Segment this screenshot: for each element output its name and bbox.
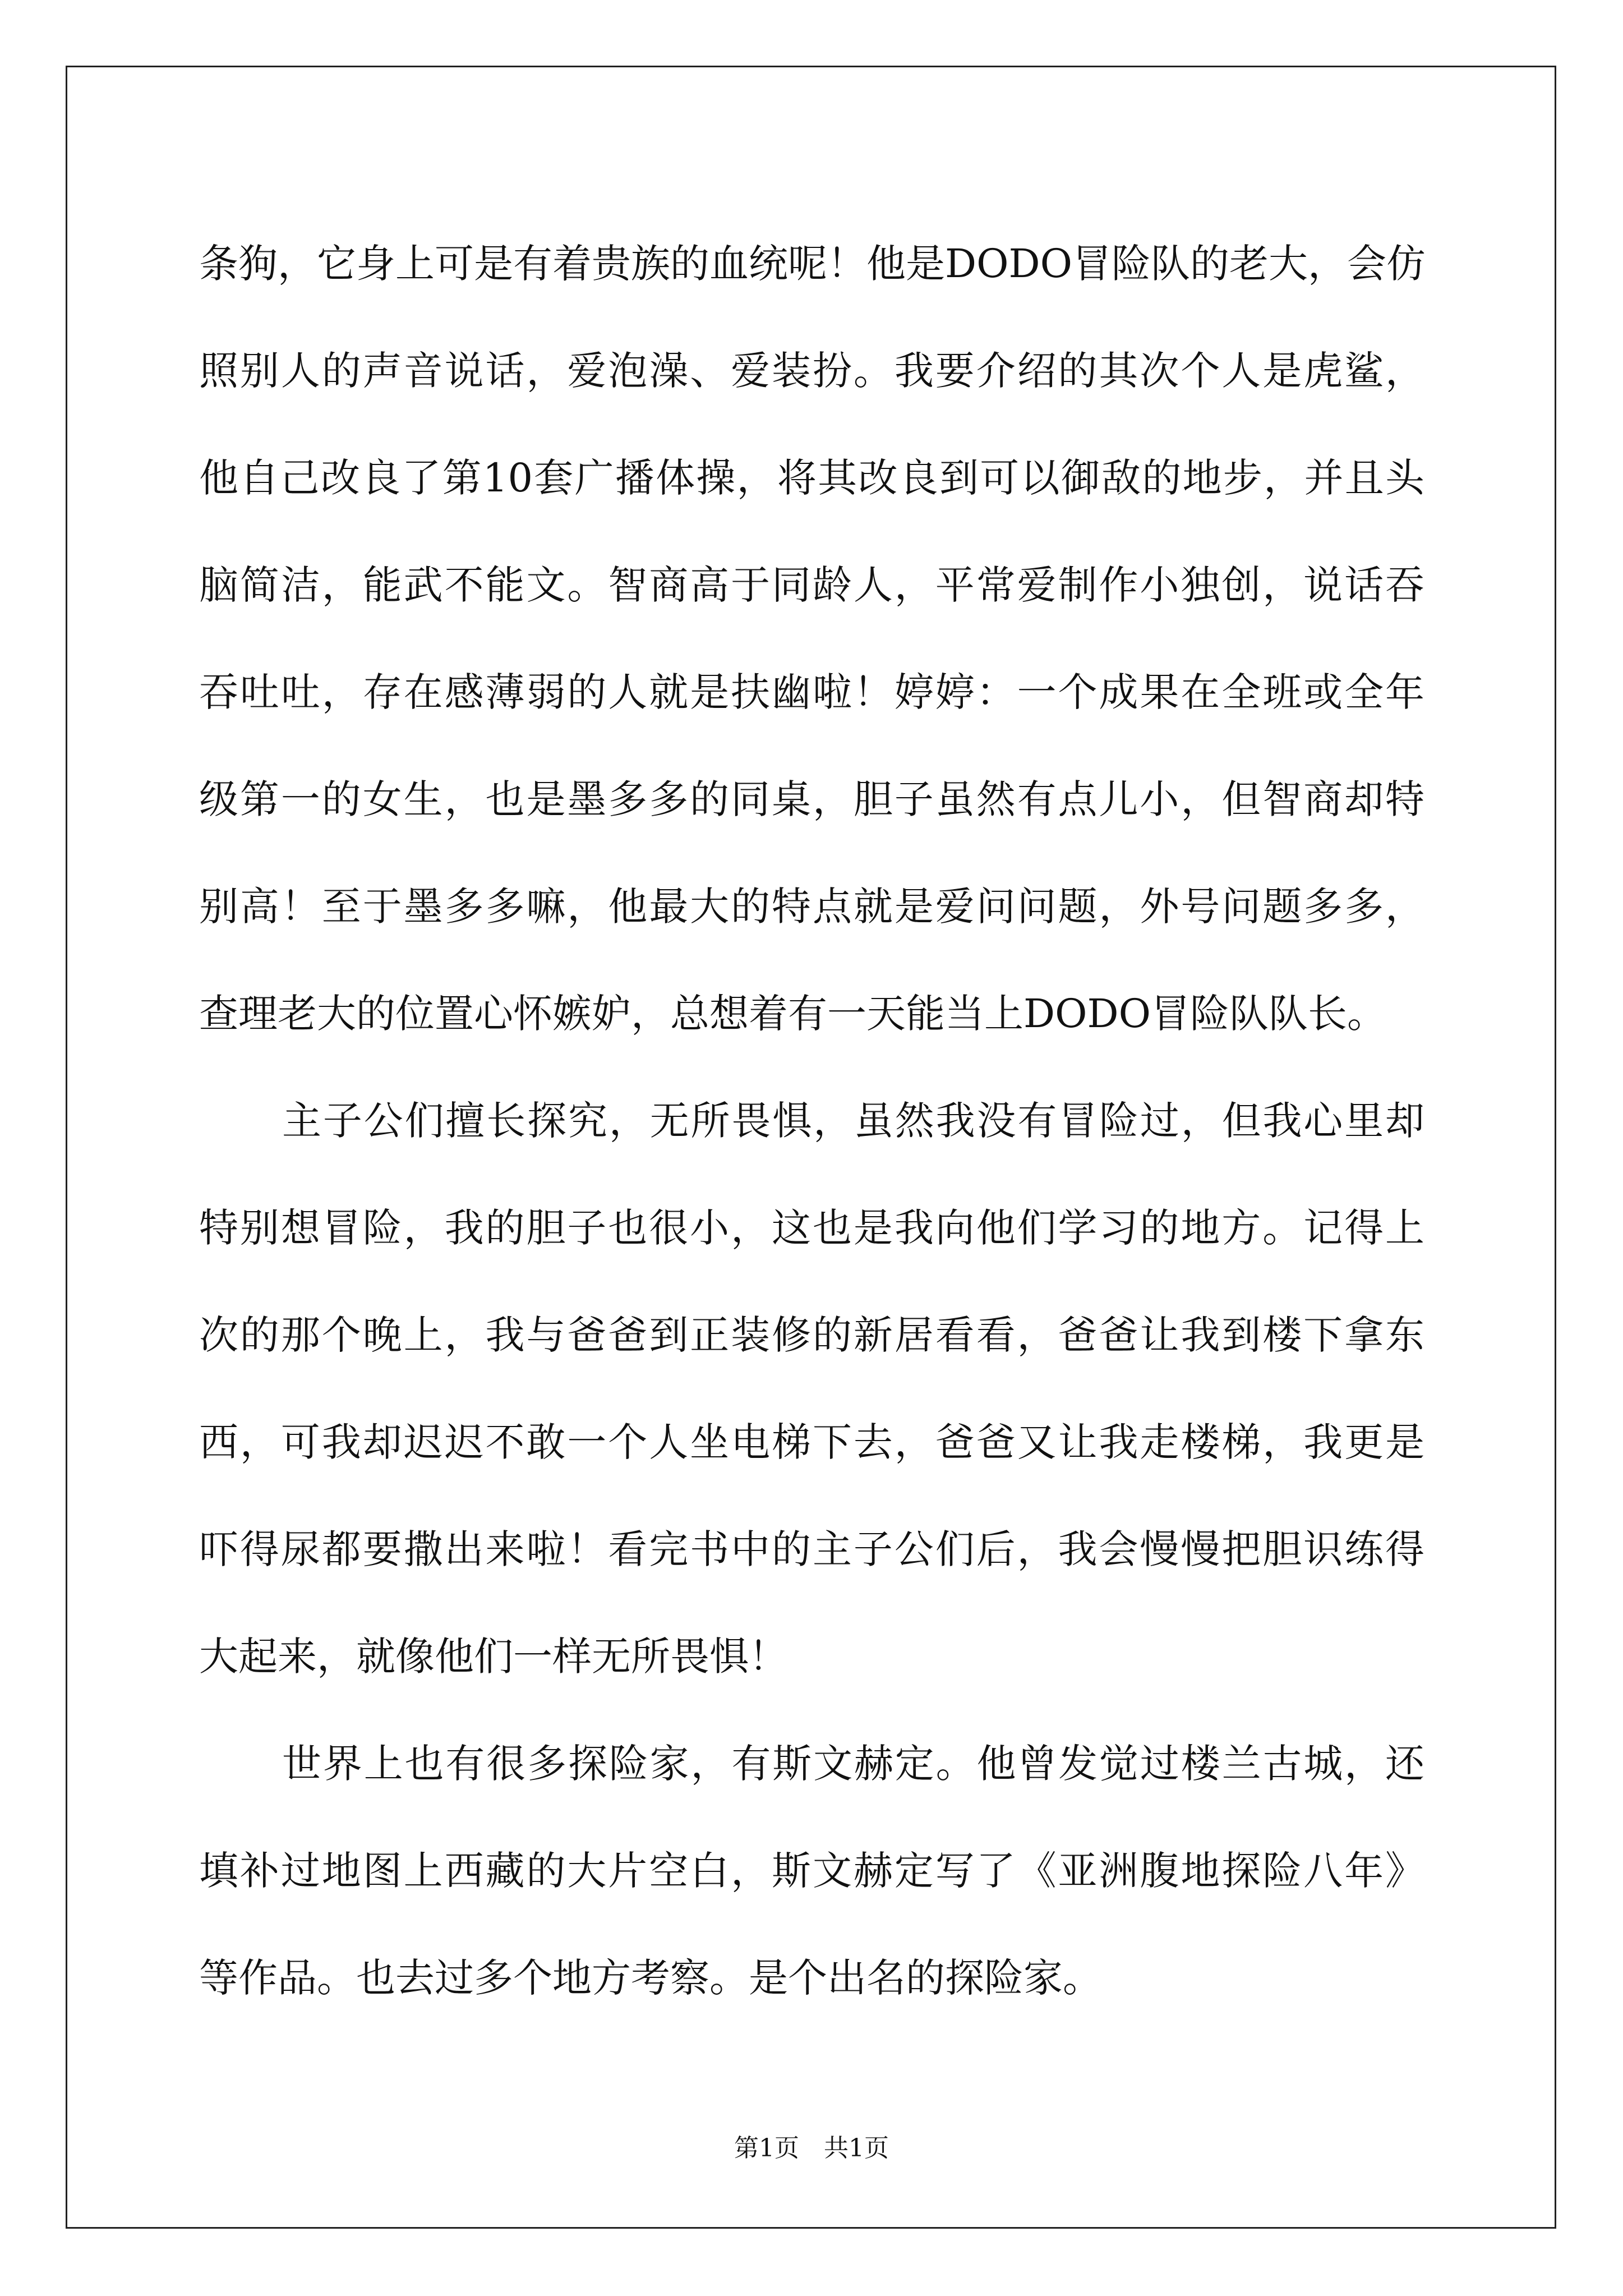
paragraph-start-line: 主子公们擅长探究，无所畏惧，虽然我没有冒险过，但我心里却 [282,1098,1424,1144]
text-line: 等作品。也去过多个地方考察。是个出名的探险家。 [199,1955,1102,2001]
text-line: 别高！至于墨多多嘛，他最大的特点就是爱问问题，外号问题多多， [199,884,1424,930]
text-line: 查理老大的位置心怀嫉妒，总想着有一天能当上DODO冒险队队长。 [199,991,1387,1037]
text-line: 西，可我却迟迟不敢一个人坐电梯下去，爸爸又让我走楼梯，我更是 [199,1419,1424,1465]
text-line: 次的那个晚上，我与爸爸到正装修的新居看看，爸爸让我到楼下拿东 [199,1312,1424,1358]
text-line: 他自己改良了第10套广播体操，将其改良到可以御敌的地步，并且头 [199,455,1424,501]
text-line: 吓得尿都要撒出来啦！看完书中的主子公们后，我会慢慢把胆识练得 [199,1526,1424,1572]
document-body [199,210,1424,2032]
text-line: 特别想冒险，我的胆子也很小，这也是我向他们学习的地方。记得上 [199,1205,1424,1251]
text-line: 填补过地图上西藏的大片空白，斯文赫定写了《亚洲腹地探险八年》 [199,1848,1424,1894]
text-line: 级第一的女生，也是墨多多的同桌，胆子虽然有点儿小，但智商却特 [199,776,1424,822]
text-line: 吞吐吐，存在感薄弱的人就是扶幽啦！婷婷：一个成果在全班或全年 [199,669,1424,715]
text-line: 条狗，它身上可是有着贵族的血统呢！他是DODO冒险队的老大，会仿 [199,241,1426,287]
paragraph-start-line: 世界上也有很多探险家，有斯文赫定。他曾发觉过楼兰古城，还 [282,1741,1424,1787]
text-line: 照别人的声音说话，爱泡澡、爱装扮。我要介绍的其次个人是虎鲨， [199,348,1424,394]
page-number-footer: 第1页 共1页 [734,2134,889,2162]
text-line: 大起来，就像他们一样无所畏惧！ [199,1634,788,1680]
text-line: 脑简洁，能武不能文。智商高于同龄人，平常爱制作小独创，说话吞 [199,562,1424,608]
